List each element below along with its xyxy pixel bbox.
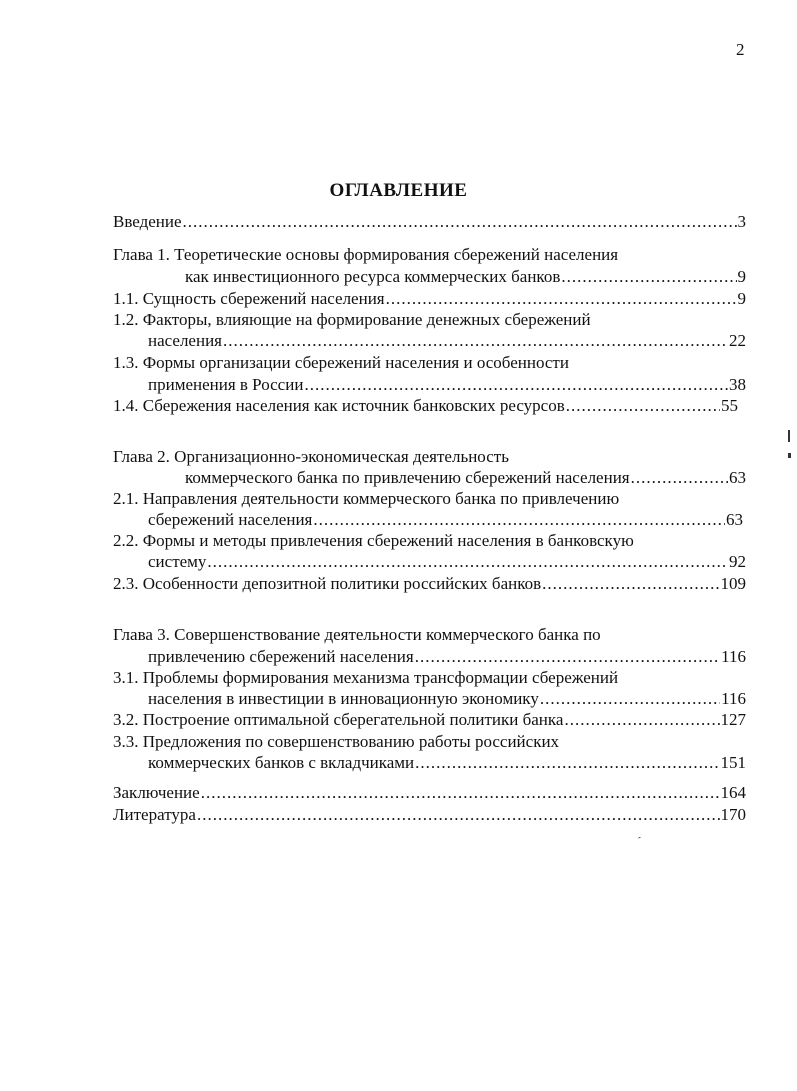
toc-entry-2-2-cont[interactable] xyxy=(148,551,746,573)
leader-dots xyxy=(207,551,728,573)
toc-entry-label: привлечению сбережений населения xyxy=(148,647,414,666)
toc-entry-label: 1.4. Сбережения населения как источник банковских ресурсов xyxy=(113,396,565,415)
leader-dots xyxy=(304,374,728,396)
toc-entry-page: 3 xyxy=(737,212,746,231)
toc-entry-label: применения в России xyxy=(148,375,304,394)
toc-entry-page: 9 xyxy=(737,289,746,308)
leader-dots xyxy=(386,288,737,310)
toc-entry-page: 109 xyxy=(720,574,746,593)
toc-entry-label: 2.3. Особенности депозитной политики российских банков xyxy=(113,574,542,593)
toc-entry-page: 92 xyxy=(729,552,746,571)
toc-entry-3-1-cont[interactable] xyxy=(148,688,746,710)
toc-entry-label: 3.2. Построение оптимальной сберегательной политики банка xyxy=(113,710,564,729)
toc-entry-label: Заключение xyxy=(113,783,200,802)
toc-entry-label: населения xyxy=(148,331,222,350)
leader-dots xyxy=(197,804,720,826)
toc-entry-1-2-cont[interactable] xyxy=(148,330,746,352)
toc-entry-label: 1.3. Формы организации сбережений населения и особенности xyxy=(113,353,569,372)
toc-entry-page: 127 xyxy=(720,710,746,729)
toc-entry-1-3[interactable] xyxy=(113,352,569,374)
toc-entry-label: коммерческого банка по привлечению сбережений населения xyxy=(185,468,630,487)
toc-entry-label: 1.2. Факторы, влияющие на формирование денежных сбережений xyxy=(113,310,591,329)
leader-dots xyxy=(566,395,720,417)
toc-entry-page: 116 xyxy=(721,647,746,666)
toc-entry-label: 2.2. Формы и методы привлечения сбережений населения в банковскую xyxy=(113,531,634,550)
scan-mark xyxy=(788,430,790,442)
toc-entry-chapter-1[interactable] xyxy=(113,244,618,266)
toc-entry-chapter-2-cont[interactable] xyxy=(185,467,746,489)
toc-entry-1-3-cont[interactable] xyxy=(148,374,746,396)
toc-entry-3-3-cont[interactable] xyxy=(148,752,746,774)
toc-entry-2-1[interactable] xyxy=(113,488,619,510)
scan-mark xyxy=(788,453,791,458)
toc-entry-label: Литература xyxy=(113,805,196,824)
toc-entry-page: 9 xyxy=(737,267,746,286)
page-number: 2 xyxy=(736,40,745,59)
toc-entry-3-3[interactable] xyxy=(113,731,559,753)
leader-dots xyxy=(223,330,728,352)
toc-entry-label: 1.1. Сущность сбережений населения xyxy=(113,289,385,308)
toc-entry-2-2[interactable] xyxy=(113,530,634,552)
toc-entry-label: коммерческих банков с вкладчиками xyxy=(148,753,415,772)
toc-entry-2-1-cont[interactable] xyxy=(148,509,743,531)
toc-entry-chapter-1-cont[interactable] xyxy=(185,266,746,288)
leader-dots xyxy=(313,509,725,531)
toc-entry-label: Введение xyxy=(113,212,182,231)
toc-entry-page: 63 xyxy=(726,510,743,529)
toc-entry-1-4[interactable] xyxy=(113,395,738,417)
toc-entry-chapter-2[interactable] xyxy=(113,446,509,468)
toc-entry-page: 55 xyxy=(721,396,738,415)
leader-dots xyxy=(542,573,719,595)
leader-dots xyxy=(561,266,736,288)
leader-dots xyxy=(540,688,720,710)
leader-dots xyxy=(201,782,720,804)
leader-dots xyxy=(415,646,720,668)
toc-entry-introduction[interactable] xyxy=(113,211,746,233)
toc-entry-page: 38 xyxy=(729,375,746,394)
toc-entry-label: систему xyxy=(148,552,207,571)
toc-entry-3-1[interactable] xyxy=(113,667,618,689)
toc-title: ОГЛАВЛЕНИЕ xyxy=(329,180,468,201)
toc-entry-page: 22 xyxy=(729,331,746,350)
toc-entry-label: Глава 3. Совершенствование деятельности коммерческого банка по xyxy=(113,625,601,644)
leader-dots xyxy=(415,752,719,774)
toc-entry-label: сбережений населения xyxy=(148,510,313,529)
leader-dots xyxy=(564,709,719,731)
toc-entry-page: 164 xyxy=(720,783,746,802)
toc-entry-label: 3.3. Предложения по совершенствованию работы российских xyxy=(113,732,560,751)
toc-entry-2-3[interactable] xyxy=(113,573,746,595)
toc-entry-page: 151 xyxy=(720,753,746,772)
scan-mark: ˊ xyxy=(633,833,643,849)
toc-entry-1-1[interactable] xyxy=(113,288,746,310)
toc-entry-page: 63 xyxy=(729,468,746,487)
toc-entry-label: Глава 2. Организационно-экономическая деятельность xyxy=(113,447,509,466)
toc-entry-3-2[interactable] xyxy=(113,709,746,731)
toc-entry-label: населения в инвестиции в инновационную экономику xyxy=(148,689,539,708)
toc-entry-chapter-3[interactable] xyxy=(113,624,601,646)
toc-entry-label: Глава 1. Теоретические основы формирования сбережений населения xyxy=(113,245,619,264)
toc-entry-literature[interactable] xyxy=(113,804,746,826)
toc-entry-label: 3.1. Проблемы формирования механизма трансформации сбережений xyxy=(113,668,619,687)
toc-entry-1-2[interactable] xyxy=(113,309,591,331)
toc-entry-page: 170 xyxy=(720,805,746,824)
leader-dots xyxy=(631,467,728,489)
leader-dots xyxy=(183,211,737,233)
toc-entry-label: как инвестиционного ресурса коммерческих банков xyxy=(185,267,561,286)
toc-entry-chapter-3-cont[interactable] xyxy=(148,646,746,668)
toc-entry-conclusion[interactable] xyxy=(113,782,746,804)
toc-entry-label: 2.1. Направления деятельности коммерческого банка по привлечению xyxy=(113,489,620,508)
toc-entry-page: 116 xyxy=(721,689,746,708)
